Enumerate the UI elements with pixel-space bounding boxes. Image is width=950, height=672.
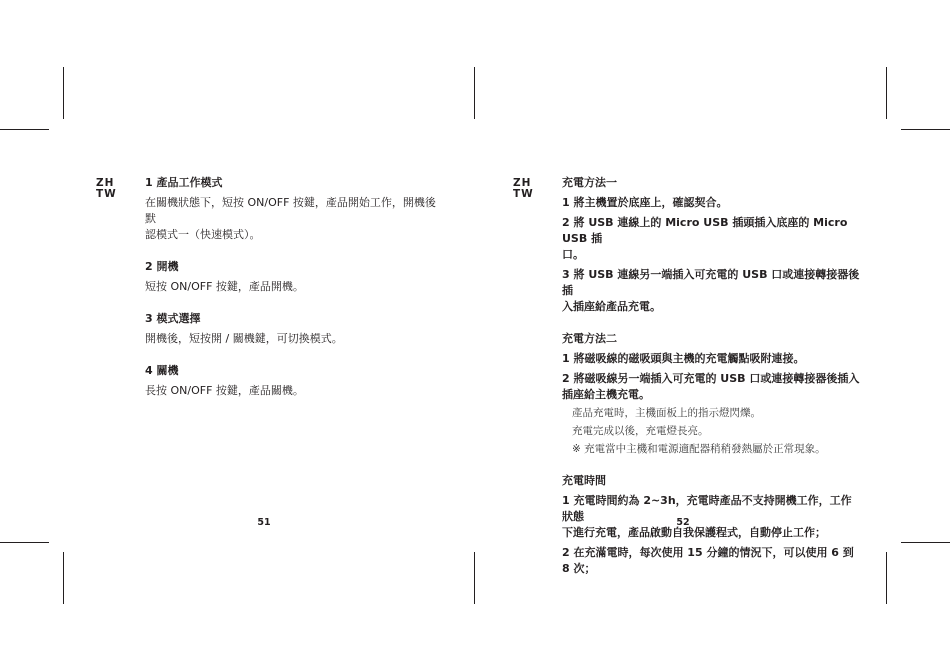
- section-charging-method-2: [562, 331, 862, 457]
- step-block: [562, 371, 862, 403]
- section-heading: 充電時間: [562, 474, 606, 487]
- section-heading: 1 產品工作模式: [145, 176, 223, 189]
- section-text: 在關機狀態下，短按 ON/OFF 按鍵，產品開始工作，開機後默: [145, 196, 436, 225]
- page-number: 52: [676, 517, 690, 528]
- language-code: ZH: [96, 177, 115, 189]
- step-text: 1 充電時間約為 2~3h，充電時產品不支持開機工作，工作狀態: [562, 494, 852, 523]
- section-heading: 4 關機: [145, 364, 179, 377]
- step-text: 2 將磁吸線另一端插入可充電的 USB 口或連接轉接器後插入: [562, 372, 860, 385]
- crop-mark: [63, 552, 64, 604]
- note-text: 充電完成以後，充電燈長亮。: [572, 425, 709, 437]
- section-power-off: [145, 363, 445, 399]
- language-tag: [513, 178, 534, 200]
- language-tag: [96, 178, 117, 200]
- section-text: 開機後，短按開 / 關機鍵，可切換模式。: [145, 332, 343, 345]
- step-text: 下進行充電，產品啟動自我保護程式，自動停止工作；: [562, 526, 826, 539]
- step-text: 口。: [562, 248, 584, 261]
- section-text: 短按 ON/OFF 按鍵，產品開機。: [145, 280, 304, 293]
- section-text: 長按 ON/OFF 按鍵，產品關機。: [145, 384, 304, 397]
- step-block: [562, 267, 862, 315]
- crop-mark: [0, 129, 49, 130]
- note-text: 產品充電時，主機面板上的指示燈閃爍。: [572, 407, 761, 419]
- left-content: [145, 175, 445, 415]
- language-code: ZH: [513, 177, 532, 189]
- note-text: ※ 充電當中主機和電源適配器稍稍發熱屬於正常現象。: [572, 443, 826, 455]
- section-heading: 充電方法二: [562, 332, 617, 345]
- page-number: 51: [257, 517, 271, 528]
- crop-mark: [901, 129, 950, 130]
- crop-mark: [901, 542, 950, 543]
- section-mode-select: [145, 311, 445, 347]
- step-text: 3 將 USB 連線另一端插入可充電的 USB 口或連接轉接器後插: [562, 268, 860, 297]
- section-heading: 3 模式選擇: [145, 312, 201, 325]
- crop-mark: [886, 67, 887, 119]
- step-text: 1 將磁吸線的磁吸頭與主機的充電觸點吸附連接。: [562, 352, 805, 365]
- step-text: 插座給主機充電。: [562, 388, 650, 401]
- crop-mark: [474, 552, 475, 604]
- section-heading: 2 開機: [145, 260, 179, 273]
- right-content: [562, 175, 862, 593]
- section-work-mode: [145, 175, 445, 243]
- region-code: TW: [513, 188, 534, 200]
- section-charging-time: [562, 473, 862, 577]
- step-text: 入插座給產品充電。: [562, 300, 661, 313]
- region-code: TW: [96, 188, 117, 200]
- section-power-on: [145, 259, 445, 295]
- section-text: 認模式一（快速模式）。: [145, 228, 261, 241]
- step-text: 1 將主機置於底座上，確認契合。: [562, 196, 728, 209]
- section-charging-method-1: [562, 175, 862, 315]
- crop-mark: [474, 67, 475, 119]
- step-text: 2 將 USB 連線上的 Micro USB 插頭插入底座的 Micro USB 插: [562, 216, 848, 245]
- crop-mark: [63, 67, 64, 119]
- crop-mark: [0, 542, 49, 543]
- crop-mark: [886, 552, 887, 604]
- step-block: [562, 215, 862, 263]
- section-heading: 充電方法一: [562, 176, 617, 189]
- step-text: 2 在充滿電時，每次使用 15 分鐘的情況下，可以使用 6 到 8 次；: [562, 546, 854, 575]
